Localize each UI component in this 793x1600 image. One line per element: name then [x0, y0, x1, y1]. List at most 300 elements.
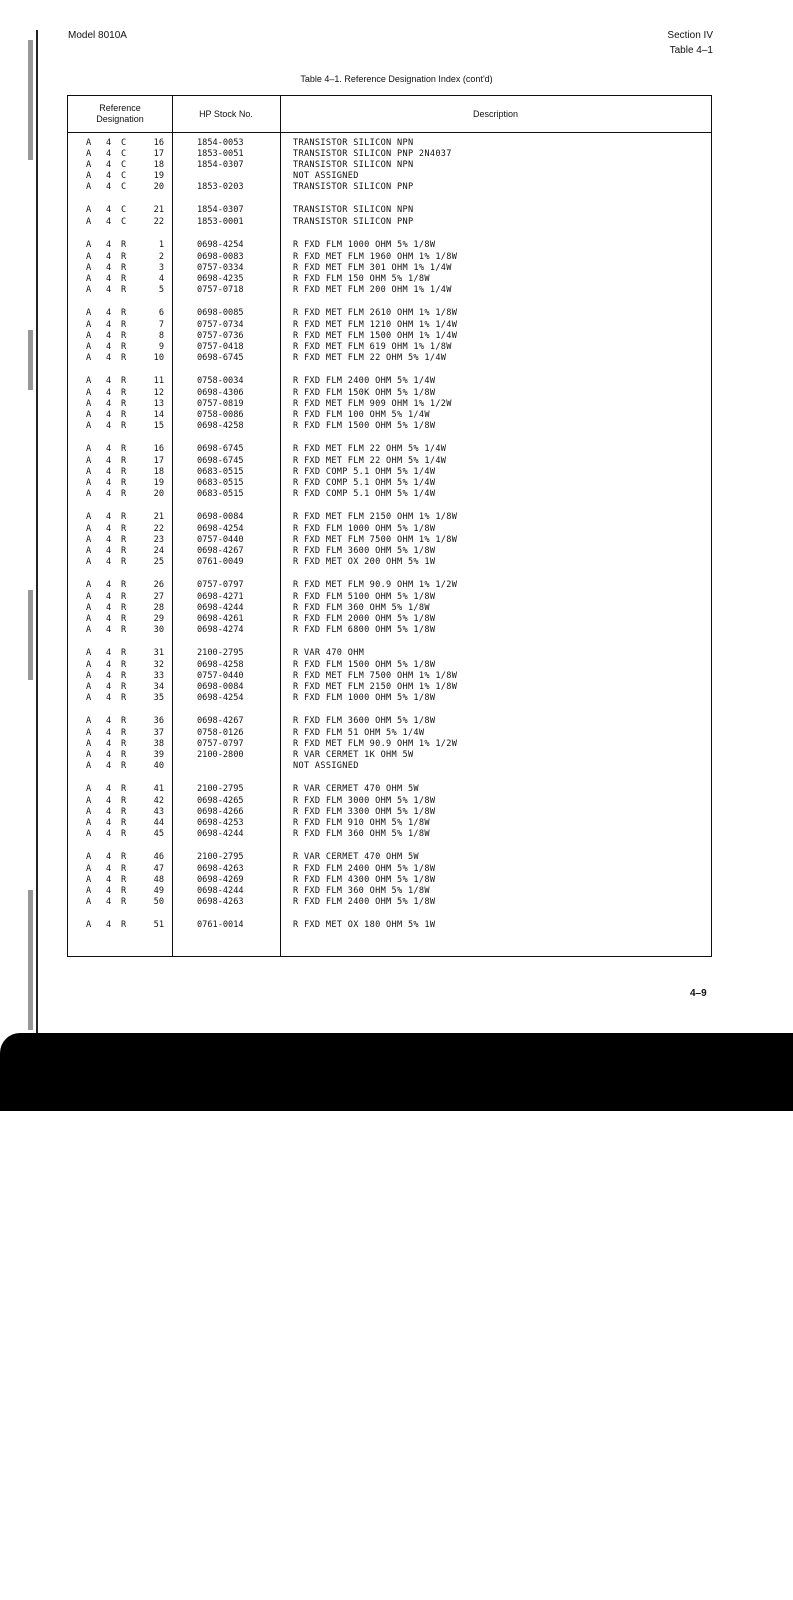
table-row	[68, 456, 711, 467]
ref-assembly: A	[86, 182, 92, 192]
ref-module: 4	[106, 444, 112, 454]
stock-number: 0698-4253	[197, 818, 244, 828]
stock-number: 2100-2795	[197, 648, 244, 658]
table-body	[68, 138, 711, 932]
ref-assembly: A	[86, 784, 92, 794]
stock-number: 1853-0203	[197, 182, 244, 192]
table-row	[68, 829, 711, 840]
stock-number: 0758-0034	[197, 376, 244, 386]
description: R FXD FLM 360 OHM 5% 1/8W	[293, 603, 430, 613]
ref-number: 19	[153, 478, 164, 488]
description: R FXD FLM 1500 OHM 5% 1/8W	[293, 660, 436, 670]
ref-assembly: A	[86, 580, 92, 590]
stock-number: 0698-4274	[197, 625, 244, 635]
ref-module: 4	[106, 625, 112, 635]
ref-module: 4	[106, 240, 112, 250]
ref-module: 4	[106, 182, 112, 192]
table-row	[68, 149, 711, 160]
stock-number: 0698-0084	[197, 512, 244, 522]
stock-number: 0761-0014	[197, 920, 244, 930]
description: R FXD FLM 150 OHM 5% 1/8W	[293, 274, 430, 284]
description: R FXD FLM 360 OHM 5% 1/8W	[293, 886, 430, 896]
ref-type: R	[121, 728, 127, 738]
ref-assembly: A	[86, 829, 92, 839]
table-row	[68, 160, 711, 171]
stock-number: 0698-4261	[197, 614, 244, 624]
description: R VAR CERMET 470 OHM 5W	[293, 784, 419, 794]
stock-number: 0698-6745	[197, 456, 244, 466]
ref-number: 45	[153, 829, 164, 839]
ref-module: 4	[106, 580, 112, 590]
ref-type: R	[121, 818, 127, 828]
description: R FXD FLM 150K OHM 5% 1/8W	[293, 388, 436, 398]
description: R FXD FLM 1500 OHM 5% 1/8W	[293, 421, 436, 431]
ref-number: 36	[153, 716, 164, 726]
stock-number: 0698-6745	[197, 444, 244, 454]
ref-assembly: A	[86, 410, 92, 420]
ref-assembly: A	[86, 546, 92, 556]
description: R FXD MET FLM 909 OHM 1% 1/2W	[293, 399, 452, 409]
stock-number: 0698-4235	[197, 274, 244, 284]
ref-assembly: A	[86, 807, 92, 817]
ref-module: 4	[106, 660, 112, 670]
ref-module: 4	[106, 761, 112, 771]
ref-module: 4	[106, 160, 112, 170]
ref-type: R	[121, 761, 127, 771]
stock-number: 0757-0418	[197, 342, 244, 352]
stock-number: 0698-4244	[197, 886, 244, 896]
description: R FXD MET FLM 90.9 OHM 1% 1/2W	[293, 580, 458, 590]
ref-type: R	[121, 886, 127, 896]
ref-type: R	[121, 263, 127, 273]
table-row	[68, 478, 711, 489]
ref-module: 4	[106, 784, 112, 794]
stock-number: 0698-4254	[197, 240, 244, 250]
ref-type: R	[121, 807, 127, 817]
ref-number: 34	[153, 682, 164, 692]
ref-assembly: A	[86, 682, 92, 692]
description: R FXD FLM 5100 OHM 5% 1/8W	[293, 592, 436, 602]
table-row	[68, 728, 711, 739]
description: R FXD MET FLM 90.9 OHM 1% 1/2W	[293, 739, 458, 749]
stock-number: 0683-0515	[197, 478, 244, 488]
ref-number: 29	[153, 614, 164, 624]
table-ref-label: Table 4–1	[669, 45, 713, 56]
ref-number: 21	[153, 205, 164, 215]
table-row	[68, 807, 711, 818]
description: R FXD MET FLM 2150 OHM 1% 1/8W	[293, 512, 458, 522]
description: TRANSISTOR SILICON PNP 2N4037	[293, 149, 452, 159]
ref-assembly: A	[86, 217, 92, 227]
ref-number: 20	[153, 182, 164, 192]
ref-assembly: A	[86, 171, 92, 181]
table-row	[68, 693, 711, 704]
ref-type: R	[121, 285, 127, 295]
table-row	[68, 171, 711, 182]
ref-number: 12	[153, 388, 164, 398]
scan-shadow	[0, 1033, 793, 1111]
description: R FXD COMP 5.1 OHM 5% 1/4W	[293, 467, 436, 477]
ref-number: 25	[153, 557, 164, 567]
ref-assembly: A	[86, 796, 92, 806]
table-row	[68, 331, 711, 342]
ref-type: R	[121, 399, 127, 409]
ref-type: C	[121, 205, 127, 215]
ref-number: 11	[153, 376, 164, 386]
stock-number: 1854-0307	[197, 160, 244, 170]
description: R VAR 470 OHM	[293, 648, 365, 658]
ref-assembly: A	[86, 614, 92, 624]
ref-assembly: A	[86, 886, 92, 896]
table-row	[68, 263, 711, 274]
stock-number: 0698-4306	[197, 388, 244, 398]
ref-assembly: A	[86, 388, 92, 398]
description: R FXD MET FLM 2610 OHM 1% 1/8W	[293, 308, 458, 318]
ref-number: 7	[158, 320, 164, 330]
description: NOT ASSIGNED	[293, 171, 359, 181]
description: R FXD FLM 2400 OHM 5% 1/4W	[293, 376, 436, 386]
stock-number: 0698-6745	[197, 353, 244, 363]
stock-number: 0698-4265	[197, 796, 244, 806]
ref-type: R	[121, 535, 127, 545]
ref-number: 41	[153, 784, 164, 794]
description: R FXD FLM 1000 OHM 5% 1/8W	[293, 693, 436, 703]
ref-number: 8	[158, 331, 164, 341]
ref-module: 4	[106, 376, 112, 386]
ref-type: R	[121, 353, 127, 363]
stock-number: 0698-4266	[197, 807, 244, 817]
table-row	[68, 205, 711, 217]
ref-number: 17	[153, 149, 164, 159]
description: TRANSISTOR SILICON NPN	[293, 160, 414, 170]
ref-number: 28	[153, 603, 164, 613]
ref-assembly: A	[86, 240, 92, 250]
stock-number: 0698-4267	[197, 716, 244, 726]
ref-type: R	[121, 512, 127, 522]
description: R FXD MET FLM 22 OHM 5% 1/4W	[293, 444, 447, 454]
ref-module: 4	[106, 693, 112, 703]
ref-assembly: A	[86, 252, 92, 262]
description: R FXD COMP 5.1 OHM 5% 1/4W	[293, 489, 436, 499]
ref-type: R	[121, 421, 127, 431]
table-row	[68, 308, 711, 320]
ref-assembly: A	[86, 875, 92, 885]
ref-number: 46	[153, 852, 164, 862]
column-header-stock: HP Stock No.	[199, 108, 253, 119]
ref-assembly: A	[86, 750, 92, 760]
table-row	[68, 240, 711, 252]
ref-module: 4	[106, 421, 112, 431]
ref-type: R	[121, 489, 127, 499]
ref-assembly: A	[86, 728, 92, 738]
table-row	[68, 274, 711, 285]
table-row	[68, 671, 711, 682]
ref-assembly: A	[86, 285, 92, 295]
ref-assembly: A	[86, 421, 92, 431]
ref-module: 4	[106, 807, 112, 817]
ref-module: 4	[106, 852, 112, 862]
ref-module: 4	[106, 739, 112, 749]
ref-assembly: A	[86, 535, 92, 545]
description: R FXD MET FLM 7500 OHM 1% 1/8W	[293, 535, 458, 545]
stock-number: 0761-0049	[197, 557, 244, 567]
ref-assembly: A	[86, 625, 92, 635]
ref-module: 4	[106, 829, 112, 839]
ref-number: 19	[153, 171, 164, 181]
stock-number: 0758-0126	[197, 728, 244, 738]
ref-module: 4	[106, 546, 112, 556]
ref-module: 4	[106, 399, 112, 409]
ref-type: R	[121, 648, 127, 658]
ref-number: 21	[153, 512, 164, 522]
table-row	[68, 648, 711, 660]
ref-assembly: A	[86, 671, 92, 681]
ref-type: R	[121, 671, 127, 681]
ref-assembly: A	[86, 897, 92, 907]
description: R FXD FLM 3000 OHM 5% 1/8W	[293, 796, 436, 806]
ref-type: C	[121, 138, 127, 148]
ref-assembly: A	[86, 149, 92, 159]
table-row	[68, 342, 711, 353]
ref-number: 3	[158, 263, 164, 273]
ref-assembly: A	[86, 920, 92, 930]
table-row	[68, 388, 711, 399]
ref-module: 4	[106, 671, 112, 681]
ref-number: 23	[153, 535, 164, 545]
ref-assembly: A	[86, 660, 92, 670]
reference-table	[67, 95, 712, 957]
table-row	[68, 421, 711, 432]
table-row	[68, 603, 711, 614]
ref-module: 4	[106, 274, 112, 284]
stock-number: 0757-0440	[197, 671, 244, 681]
ref-number: 51	[153, 920, 164, 930]
ref-type: R	[121, 524, 127, 534]
ref-number: 6	[158, 308, 164, 318]
page-number: 4–9	[690, 988, 707, 999]
section-label: Section IV	[667, 30, 713, 41]
ref-assembly: A	[86, 739, 92, 749]
stock-number: 0698-4244	[197, 829, 244, 839]
ref-number: 22	[153, 217, 164, 227]
model-label: Model 8010A	[68, 30, 127, 41]
ref-number: 48	[153, 875, 164, 885]
column-header-reference: Reference Designation	[96, 103, 144, 124]
table-row	[68, 682, 711, 693]
ref-type: C	[121, 182, 127, 192]
table-row	[68, 353, 711, 364]
ref-number: 20	[153, 489, 164, 499]
description: R VAR CERMET 1K OHM 5W	[293, 750, 414, 760]
ref-assembly: A	[86, 308, 92, 318]
table-row	[68, 535, 711, 546]
ref-type: R	[121, 444, 127, 454]
ref-module: 4	[106, 331, 112, 341]
table-row	[68, 252, 711, 263]
table-row	[68, 182, 711, 193]
ref-assembly: A	[86, 852, 92, 862]
description: R FXD FLM 4300 OHM 5% 1/8W	[293, 875, 436, 885]
ref-module: 4	[106, 614, 112, 624]
table-row	[68, 886, 711, 897]
description: R FXD MET OX 180 OHM 5% 1W	[293, 920, 436, 930]
description: R FXD MET FLM 22 OHM 5% 1/4W	[293, 456, 447, 466]
stock-number: 0698-4271	[197, 592, 244, 602]
ref-type: R	[121, 660, 127, 670]
ref-assembly: A	[86, 592, 92, 602]
table-row	[68, 217, 711, 228]
ref-type: R	[121, 240, 127, 250]
ref-type: R	[121, 320, 127, 330]
ref-module: 4	[106, 308, 112, 318]
ref-type: R	[121, 467, 127, 477]
description: R FXD FLM 3600 OHM 5% 1/8W	[293, 716, 436, 726]
description: R FXD FLM 2400 OHM 5% 1/8W	[293, 897, 436, 907]
table-row	[68, 614, 711, 625]
ref-assembly: A	[86, 761, 92, 771]
ref-module: 4	[106, 875, 112, 885]
ref-module: 4	[106, 456, 112, 466]
table-row	[68, 818, 711, 829]
table-row	[68, 320, 711, 331]
description: R FXD FLM 360 OHM 5% 1/8W	[293, 829, 430, 839]
stock-number: 0683-0515	[197, 489, 244, 499]
ref-module: 4	[106, 263, 112, 273]
table-row	[68, 399, 711, 410]
ref-type: R	[121, 331, 127, 341]
ref-module: 4	[106, 592, 112, 602]
table-row	[68, 920, 711, 932]
ref-type: R	[121, 796, 127, 806]
ref-module: 4	[106, 138, 112, 148]
ref-module: 4	[106, 512, 112, 522]
table-row	[68, 592, 711, 603]
table-row	[68, 852, 711, 864]
ref-type: R	[121, 342, 127, 352]
table-row	[68, 625, 711, 636]
ref-number: 50	[153, 897, 164, 907]
ref-number: 30	[153, 625, 164, 635]
ref-type: R	[121, 875, 127, 885]
table-row	[68, 897, 711, 908]
ref-assembly: A	[86, 160, 92, 170]
description: R FXD MET FLM 22 OHM 5% 1/4W	[293, 353, 447, 363]
ref-assembly: A	[86, 138, 92, 148]
ref-type: R	[121, 308, 127, 318]
ref-module: 4	[106, 149, 112, 159]
table-row	[68, 784, 711, 796]
description: R FXD FLM 910 OHM 5% 1/8W	[293, 818, 430, 828]
ref-module: 4	[106, 478, 112, 488]
ref-number: 15	[153, 421, 164, 431]
ref-assembly: A	[86, 376, 92, 386]
ref-number: 17	[153, 456, 164, 466]
ref-number: 40	[153, 761, 164, 771]
ref-module: 4	[106, 320, 112, 330]
stock-number: 0698-4269	[197, 875, 244, 885]
stock-number: 0698-4263	[197, 864, 244, 874]
ref-number: 35	[153, 693, 164, 703]
description: R FXD FLM 3600 OHM 5% 1/8W	[293, 546, 436, 556]
stock-number: 0698-4244	[197, 603, 244, 613]
description: R VAR CERMET 470 OHM 5W	[293, 852, 419, 862]
ref-type: R	[121, 546, 127, 556]
table-row	[68, 410, 711, 421]
table-row	[68, 580, 711, 592]
ref-type: R	[121, 750, 127, 760]
ref-module: 4	[106, 524, 112, 534]
ref-type: R	[121, 852, 127, 862]
table-caption: Table 4–1. Reference Designation Index (cont'd)	[300, 74, 493, 84]
ref-assembly: A	[86, 693, 92, 703]
stock-number: 0698-4258	[197, 660, 244, 670]
ref-module: 4	[106, 342, 112, 352]
column-header-description: Description	[472, 108, 519, 119]
ref-type: R	[121, 682, 127, 692]
ref-assembly: A	[86, 342, 92, 352]
description: R FXD FLM 51 OHM 5% 1/4W	[293, 728, 425, 738]
ref-assembly: A	[86, 263, 92, 273]
ref-number: 42	[153, 796, 164, 806]
ref-assembly: A	[86, 456, 92, 466]
ref-assembly: A	[86, 603, 92, 613]
stock-number: 0698-0083	[197, 252, 244, 262]
table-row	[68, 512, 711, 524]
binding-edge	[28, 30, 36, 1040]
ref-module: 4	[106, 252, 112, 262]
ref-module: 4	[106, 205, 112, 215]
ref-module: 4	[106, 796, 112, 806]
ref-number: 2	[158, 252, 164, 262]
ref-type: R	[121, 456, 127, 466]
description: TRANSISTOR SILICON NPN	[293, 138, 414, 148]
stock-number: 0758-0086	[197, 410, 244, 420]
table-row	[68, 138, 711, 149]
description: R FXD MET FLM 200 OHM 1% 1/4W	[293, 285, 452, 295]
table-row	[68, 524, 711, 535]
ref-number: 43	[153, 807, 164, 817]
description: R FXD FLM 6800 OHM 5% 1/8W	[293, 625, 436, 635]
stock-number: 1853-0051	[197, 149, 244, 159]
table-row	[68, 750, 711, 761]
description: R FXD MET FLM 2150 OHM 1% 1/8W	[293, 682, 458, 692]
description: TRANSISTOR SILICON PNP	[293, 182, 414, 192]
ref-number: 4	[158, 274, 164, 284]
ref-assembly: A	[86, 489, 92, 499]
description: NOT ASSIGNED	[293, 761, 359, 771]
ref-module: 4	[106, 217, 112, 227]
ref-module: 4	[106, 864, 112, 874]
ref-assembly: A	[86, 399, 92, 409]
ref-assembly: A	[86, 648, 92, 658]
ref-assembly: A	[86, 557, 92, 567]
ref-number: 10	[153, 353, 164, 363]
stock-number: 0757-0736	[197, 331, 244, 341]
ref-module: 4	[106, 648, 112, 658]
stock-number: 0698-4263	[197, 897, 244, 907]
ref-type: R	[121, 784, 127, 794]
ref-type: R	[121, 897, 127, 907]
table-row	[68, 557, 711, 568]
ref-number: 24	[153, 546, 164, 556]
ref-module: 4	[106, 818, 112, 828]
stock-number: 1853-0001	[197, 217, 244, 227]
description: R FXD MET OX 200 OHM 5% 1W	[293, 557, 436, 567]
description: R FXD FLM 1000 OHM 5% 1/8W	[293, 240, 436, 250]
ref-type: C	[121, 149, 127, 159]
ref-number: 44	[153, 818, 164, 828]
ref-assembly: A	[86, 467, 92, 477]
